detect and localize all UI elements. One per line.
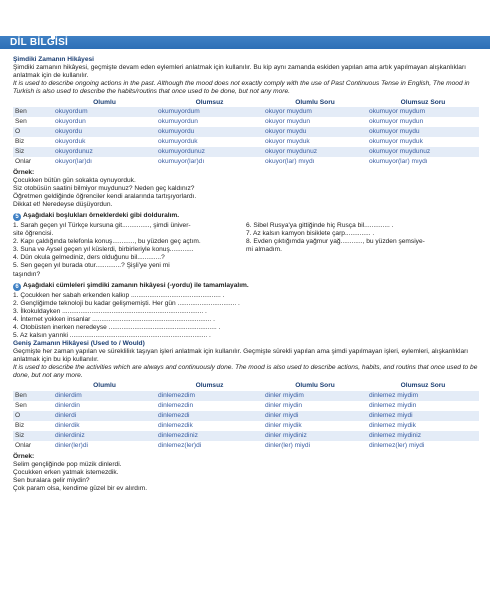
table-cell: okuyor muydu — [263, 127, 367, 137]
banner-title: DİL BİLGİSİ — [10, 37, 69, 48]
table-header-row — [13, 382, 479, 391]
table-header: Olumsuz — [156, 382, 263, 391]
pronoun-cell: Ben — [13, 107, 53, 117]
section2-english-paragraph: It is used to describe the activities which are always and continuously done. The mood is also used to describe actions, habits, and routins that once used to be done, but not any more. — [13, 363, 478, 379]
table-cell: dinler miydik — [265, 421, 302, 429]
table-header: Olumlu — [53, 382, 156, 391]
table-cell: dinler miydi — [263, 411, 367, 421]
pronoun-cell: Onlar — [15, 441, 32, 449]
table-cell: okuyordun — [55, 118, 86, 126]
pronoun-cell: O — [13, 127, 53, 137]
table-row — [13, 401, 479, 411]
table-cell: dinler miydiniz — [263, 431, 367, 441]
table-cell: dinlemezdik — [158, 421, 193, 429]
section1-heading: Şimdiki Zamanın Hikâyesi — [13, 56, 94, 63]
table-cell: dinlemezdi — [156, 411, 263, 421]
table-cell: dinler(ler)di — [55, 441, 88, 449]
table-cell: okuyordu — [53, 127, 156, 137]
table-cell: okuyor(lar)dı — [55, 158, 93, 166]
table-cell: dinlemez miydi — [367, 411, 479, 421]
exercise-item: 7. Az kalsın kamyon bisiklete çarp.............. . — [246, 230, 375, 238]
exercise-item: 5. Sen geçen yıl burada otur..............? Şişli'ye yeni mi — [13, 262, 170, 270]
table-cell: dinlemez miydiniz — [367, 431, 479, 441]
table-row — [13, 127, 479, 137]
table-row — [13, 421, 479, 431]
exercise-item: 6. Sibel Rusya'ya gittiğinde hiç Rusça bil.............. . — [246, 222, 394, 230]
table-cell: dinlemez(ler)di — [158, 441, 202, 449]
table-cell: okuyorduk — [55, 138, 86, 146]
exercise-item: 3. İlkokuldayken ............................................................................. . — [13, 307, 207, 315]
example-sentence: Çok param olsa, kendime güzel bir ev alırdım. — [13, 485, 148, 492]
pronoun-cell: Biz — [15, 421, 25, 429]
table-cell: okumuyordunuz — [156, 147, 263, 157]
table-cell: okumuyordum — [156, 107, 263, 117]
example-sentence: Siz otobüsün saatini bilmiyor muydunuz? Neden geç kaldınız? — [13, 185, 195, 193]
activity-5-left-column — [13, 222, 246, 278]
table-cell: dinlerdiniz — [53, 431, 156, 441]
table-row — [13, 411, 479, 421]
activity-5-right-column — [246, 222, 481, 278]
example-sentence: Dikkat et! Neredeyse düşüyordun. — [13, 201, 113, 209]
table-cell: okuyordunuz — [53, 147, 156, 157]
table-row — [13, 157, 479, 167]
table-cell: okuyor muydunuz — [263, 147, 367, 157]
section-banner — [0, 36, 490, 49]
table-cell: okumuyor muydun — [369, 118, 424, 126]
table-cell: okumuyor(lar) mıydı — [369, 158, 428, 166]
example-sentence: Sen buralara gelir miydin? — [13, 476, 90, 484]
exercise-item: 2. Kapı çaldığında telefonla konuş............, bu yüzden geç açtım. — [13, 238, 201, 246]
exercise-item: 5. Az kalsın yarınki ........................................................................... . — [13, 331, 211, 339]
table-cell: dinler miydin — [265, 401, 303, 409]
table-cell: okumuyor(lar)dı — [158, 158, 205, 166]
table-row — [13, 431, 479, 441]
example-sentence: Çocukken bütün gün sokakta oynuyorduk. — [13, 177, 136, 185]
table-cell: okuyor muydun — [265, 118, 311, 126]
activity-instruction: Aşağıdaki cümleleri şimdiki zamanın hikâyesi (-yordu) ile tamamlayalım. — [23, 281, 249, 289]
table-cell: okumuyorduk — [158, 138, 198, 146]
exercise-item: mi almadım. — [246, 246, 282, 254]
exercise-item: taşındın? — [13, 270, 41, 278]
table-header — [13, 382, 53, 391]
activity-number-badge: 6 — [13, 283, 21, 291]
content — [13, 56, 481, 493]
section2-heading: Geniş Zamanın Hikâyesi (Used to / Would) — [13, 339, 145, 347]
exercise-item: 4. İnternet yokken insanlar ................................................................. . — [13, 315, 215, 323]
activity-5-columns — [13, 222, 481, 278]
pronoun-cell: Siz — [13, 147, 53, 157]
exercise-item: 3. Suna ve Aysel geçen yıl küslerdi, birbirleriyle konuş............. — [13, 246, 194, 254]
pronoun-cell: Ben — [13, 391, 53, 401]
table-cell: okumuyordun — [158, 118, 198, 126]
exercise-item: 8. Evden çıktığımda yağmur yağ............, bu yüzden şemsiye- — [246, 238, 425, 246]
table-cell: okuyor muydum — [263, 107, 367, 117]
example-sentence: Çocukken erken yatmak istemezdik. — [13, 468, 119, 476]
table-cell: dinlemez miydin — [369, 401, 417, 409]
table-row — [13, 391, 479, 401]
section1-paragraph: Şimdiki zamanın hikâyesi, geçmişte devam eden eylemleri anlatmak için kullanılır. Bu kip aynı zamanda eskiden yapılan ama artık yapılmayan alışkanlıkları anlatmak için de kullanılır. — [13, 64, 466, 80]
table-row — [13, 117, 479, 127]
table-cell: dinlemez miydim — [367, 391, 479, 401]
section1-english-paragraph: It is used to describe ongoing actions in the past. Although the mood does not exactly comply with the use of Past Continuous Tense in English, The mood in Turkish is also used to describe the habits/routins that once used to be done, but not any more. — [13, 80, 470, 96]
example-heading: Örnek: — [13, 169, 35, 177]
example-sentence: Öğretmen geldiğinde öğrenciler kendi aralarında tartışıyorlardı. — [13, 193, 197, 201]
pronoun-cell: Sen — [15, 401, 27, 409]
exercise-item: 1. Çocukken her sabah erkenden kalkıp ................................................. . — [13, 291, 225, 299]
table-cell: dinlemezdin — [158, 401, 194, 409]
table-row — [13, 147, 479, 157]
table-row — [13, 107, 479, 117]
activity-instruction: Aşağıdaki boşlukları örneklerdeki gibi dolduralım. — [23, 212, 180, 220]
table-header: Olumsuz — [156, 98, 263, 107]
pronoun-cell: Sen — [15, 118, 27, 126]
table-cell: okumuyor muydunuz — [367, 147, 479, 157]
table-row — [13, 137, 479, 147]
table-cell: dinlerdim — [53, 391, 156, 401]
example-heading: Örnek: — [13, 452, 35, 460]
exercise-item: site öğrencisi. — [13, 230, 54, 238]
table-cell: dinler(ler) miydi — [265, 441, 311, 449]
pronoun-cell: O — [13, 411, 53, 421]
example-sentence: Selim gençliğinde pop müzik dinlerdi. — [13, 460, 122, 468]
table-cell: dinlemezdim — [156, 391, 263, 401]
table-cell: okumuyordu — [156, 127, 263, 137]
exercise-item: 2. Gençliğimde teknoloji bu kadar gelişmemişti. Her gün ................................ . — [13, 299, 240, 307]
table-cell: dinlemezdiniz — [156, 431, 263, 441]
section2-paragraph: Geçmişte her zaman yapılan ve sürekliliık taşıyan işleri anlatmak için kullanılır. Geçmişte sürekli yapılan ama şimdi yapılmayan işleri, eylemleri, alışkanlıkları anlatmak için bu kip kullanılır. — [13, 347, 469, 363]
table-cell: dinlemez miydik — [369, 421, 416, 429]
table-cell: okumuyor muydum — [367, 107, 479, 117]
table-cell: dinlerdin — [55, 401, 80, 409]
table-cell: dinlemez(ler) miydi — [369, 441, 425, 449]
table-header-row — [13, 98, 479, 107]
pronoun-cell: Onlar — [15, 158, 32, 166]
table-cell: okuyor(lar) mıydı — [265, 158, 315, 166]
table-cell: okuyordum — [53, 107, 156, 117]
table-cell: okumuyor muyduk — [369, 138, 423, 146]
conjugation-table-2 — [13, 382, 479, 451]
table-header — [13, 98, 53, 107]
pronoun-cell: Biz — [15, 138, 25, 146]
activity-number-badge: 5 — [13, 213, 21, 221]
table-cell: dinlerdi — [53, 411, 156, 421]
table-cell: okuyor muyduk — [265, 138, 310, 146]
activity-6-title — [13, 282, 481, 291]
conjugation-table-1 — [13, 98, 479, 167]
exercise-item: 4. Dün okula gelmediniz, ders olduğunu bil.............? — [13, 254, 165, 262]
table-cell: dinler miydim — [263, 391, 367, 401]
activity-5-title — [13, 212, 481, 221]
pronoun-cell: Siz — [13, 431, 53, 441]
exercise-item: 4. Otobüsten inerken neredeyse ........................................................... . — [13, 323, 221, 331]
table-row — [13, 441, 479, 451]
table-header: Olumlu — [53, 98, 156, 107]
exercise-item: 1. Sarah geçen yıl Türkçe kursuna git..............., şimdi üniver- — [13, 222, 191, 230]
table-header: Olumlu Soru — [263, 382, 367, 391]
table-header: Olumsuz Soru — [367, 98, 479, 107]
table-header: Olumsuz Soru — [367, 382, 479, 391]
table-header: Olumlu Soru — [263, 98, 367, 107]
table-cell: dinlerdik — [55, 421, 80, 429]
table-cell: okumuyor muydu — [367, 127, 479, 137]
